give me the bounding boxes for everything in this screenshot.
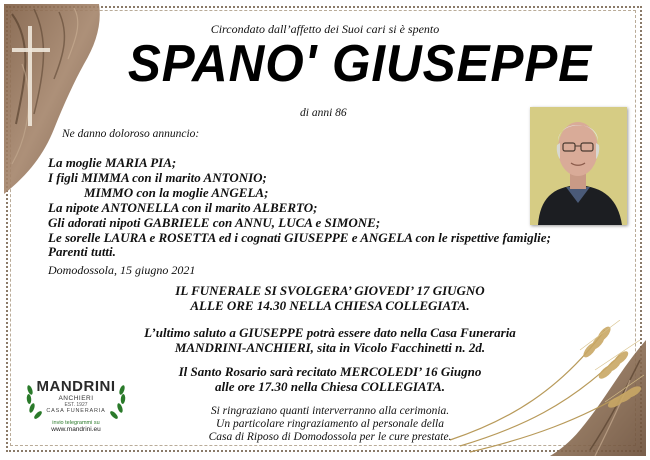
funeral-home-logo — [22, 372, 130, 444]
family-line: Gli adorati nipoti GABRIELE con ANNU, LUCA e SIMONE; — [48, 215, 381, 230]
last-greeting-line: L’ultimo saluto a GIUSEPPE potrà essere dato nella Casa Funeraria — [144, 325, 516, 340]
portrait-image — [530, 107, 627, 225]
last-greeting-line: MANDRINI-ANCHIERI, sita in Vicolo Facchinetti n. 2d. — [174, 340, 486, 355]
rosary-line: Il Santo Rosario sarà recitato MERCOLEDI’ 16 Giugno — [178, 364, 482, 379]
intro-line: Circondato dall’affetto dei Suoi cari si è spento — [210, 22, 440, 36]
thanks-line: Casa di Riposo di Domodossola per le cure prestate. — [208, 431, 452, 443]
funeral-line: IL FUNERALE SI SVOLGERA’ GIOVEDI’ 17 GIUGNO — [175, 283, 485, 298]
logo-title: MANDRINI — [36, 378, 116, 395]
family-line: La moglie MARIA PIA; — [48, 155, 177, 170]
logo-telegram-text: invio telegrammi su — [52, 420, 100, 426]
logo-website: www.mandrini.eu — [51, 426, 101, 433]
deceased-photo — [530, 107, 627, 225]
family-line: MIMMO con la moglie ANGELA; — [84, 185, 269, 200]
family-line: Parenti tutti. — [48, 244, 116, 259]
logo-subtitle: ANCHIERI — [58, 395, 94, 402]
place-date: Domodossola, 15 giugno 2021 — [48, 263, 196, 277]
logo-casa-funeraria: CASA FUNERARIA — [46, 408, 106, 414]
funeral-line: ALLE ORE 14.30 NELLA CHIESA COLLEGIATA. — [190, 298, 470, 313]
thanks-line: Si ringraziano quanti interverranno alla cerimonia. — [210, 405, 450, 417]
rosary-line: alle ore 17.30 nella Chiesa COLLEGIATA. — [214, 379, 446, 394]
family-line: I figli MIMMA con il marito ANTONIO; — [48, 170, 267, 185]
announcement-intro: Ne danno doloroso annuncio: — [62, 128, 200, 140]
family-line: Le sorelle LAURA e ROSETTA ed i cognati GIUSEPPE e ANGELA con le rispettive famiglie; — [48, 230, 551, 245]
laurel-icon — [22, 372, 130, 422]
age-text: di anni 86 — [300, 107, 347, 119]
family-line: La nipote ANTONELLA con il marito ALBERTO; — [48, 200, 318, 215]
logo-established: EST. 1927 — [64, 402, 88, 408]
deceased-name: SPANO' GIUSEPPE — [127, 35, 593, 93]
thanks-line: Un particolare ringraziamento al personale della — [216, 418, 444, 430]
